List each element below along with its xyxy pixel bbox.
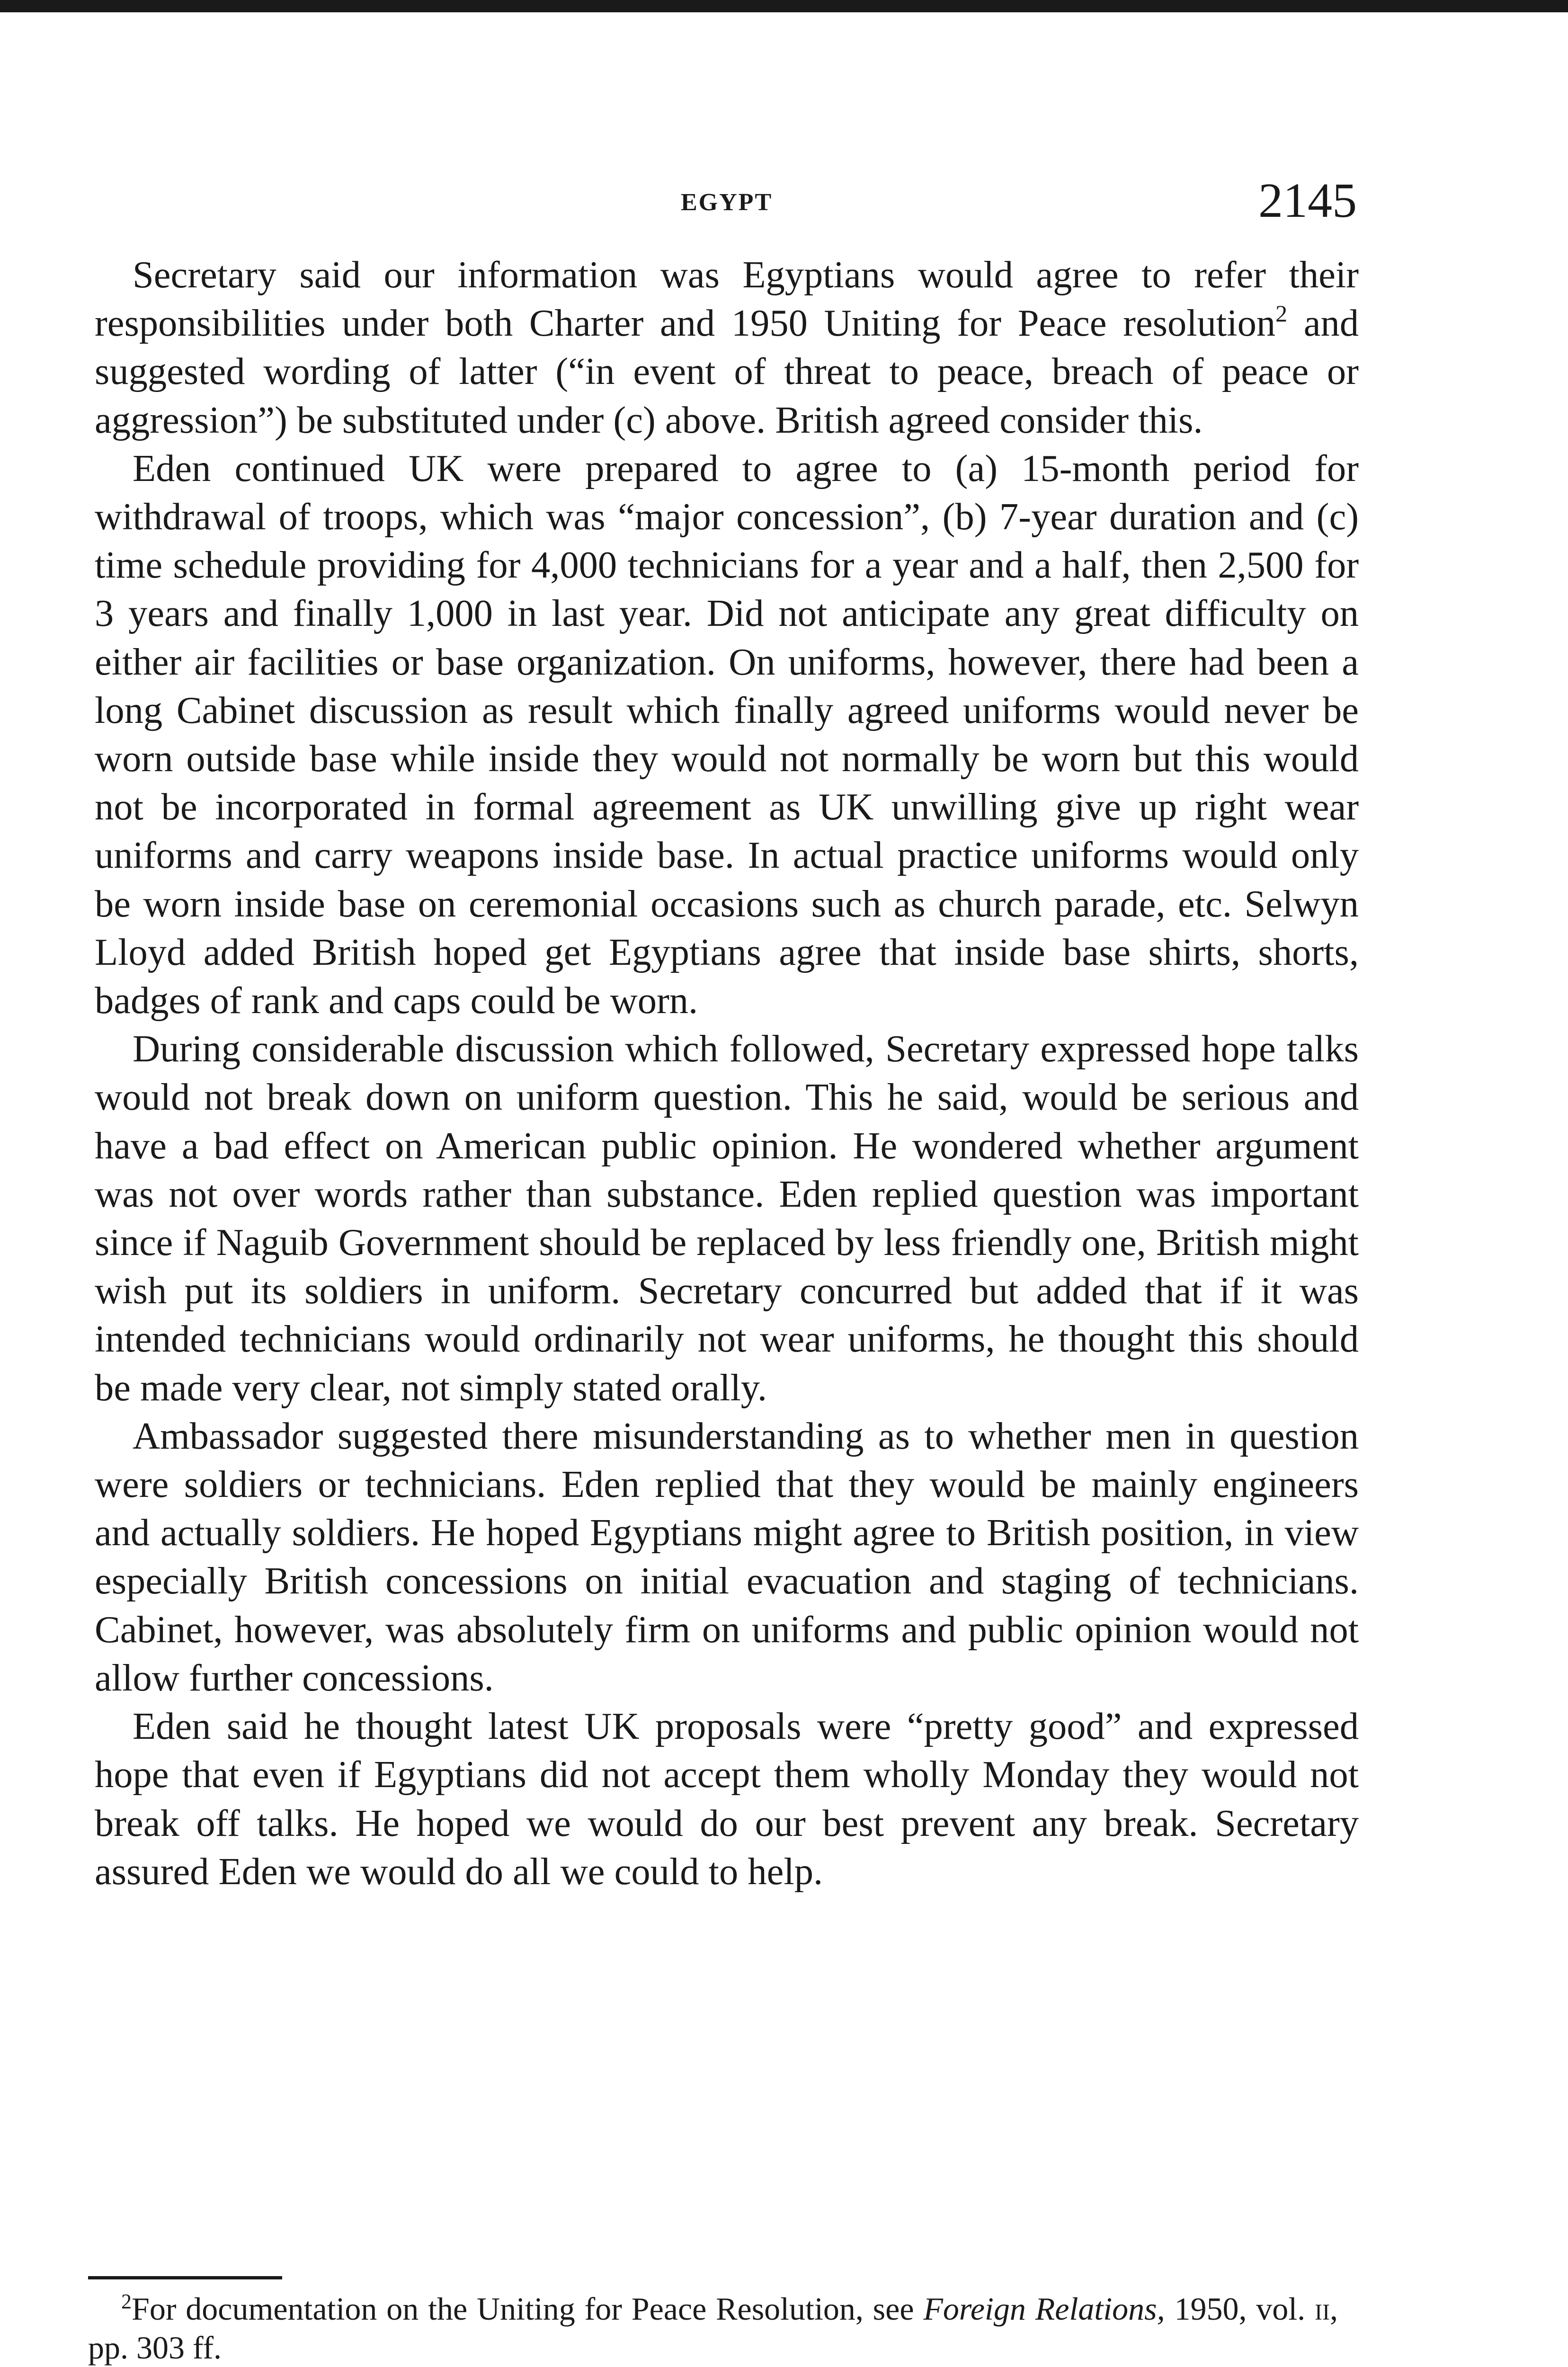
footnote-reference: 2: [1275, 300, 1288, 327]
footnote: [88, 2289, 1338, 2367]
paragraph-uniform-discussion: During considerable discussion which followed, Secretary expressed hope talks would not break down on uniform question. This he said, would be serious and have a bad effect on American public opinion. He wondered whether argument was not over words rather than substance. Eden replied question was important since if Naguib Government should be replaced by less friendly one, British might wish put its soldiers in uniform. Secretary concurred but added that if it was intended technicians would ordinarily not wear uniforms, he thought this should be made very clear, not simply stated orally.: [95, 1028, 1359, 1409]
footnote-volume: ii: [1315, 2291, 1330, 2327]
page-number: 2145: [1258, 173, 1357, 228]
section-title: EGYPT: [681, 189, 773, 216]
paragraph-eden-hope: Eden said he thought latest UK proposals were “pretty good” and expressed hope that even if Egyptians did not accept them wholly Monday they would not break off talks. He hoped we would do our best prevent any break. Secretary assured Eden we would do all we could to help.: [95, 1705, 1359, 1893]
footnote-separator: [88, 2276, 282, 2279]
paragraph-text: and suggested wording of latter (“in event of threat to peace, breach of peace or aggression”) be substituted under (c) above. British agreed consider this.: [95, 302, 1359, 441]
footnote-marker: 2: [121, 2290, 132, 2313]
paragraph-uniting-for-peace: [95, 251, 1359, 445]
footnote-text: For documentation on the Uniting for Peace Resolution, see: [132, 2291, 924, 2327]
top-edge-rule: [0, 0, 1568, 12]
footnote-publication: Foreign Relations,: [923, 2291, 1165, 2327]
running-head: [0, 169, 1568, 231]
body-text: [95, 251, 1359, 1896]
paragraph-ambassador: Ambassador suggested there misunderstanding as to whether men in question were soldiers or technicians. Eden replied that they would be mainly engineers and actually soldiers. He hoped Egyptians might agree to British position, in view especially British concessions on initial evacuation and staging of technicians. Cabinet, however, was absolutely firm on uniforms and public opinion would not allow further concessions.: [95, 1415, 1359, 1699]
footnote-year: 1950, vol.: [1165, 2291, 1315, 2327]
footnote-pages: , pp. 303 ff.: [88, 2291, 1338, 2366]
paragraph-text: Secretary said our information was Egyptians would agree to refer their responsibilities under both Charter and 1950 Uniting for Peace resolution: [95, 254, 1359, 345]
paragraph-uk-proposals: Eden continued UK were prepared to agree to (a) 15-month period for withdrawal of troops, which was “major concession”, (b) 7-year duration and (c) time schedule providing for 4,000 technicians for a year and a half, then 2,500 for 3 years and finally 1,000 in last year. Did not anticipate any great difficulty on either air facilities or base organization. On uniforms, however, there had been a long Cabinet discussion as result which finally agreed uniforms would never be worn outside base while inside they would not normally be worn but this would not be incorporated in formal agreement as UK unwilling give up right wear uniforms and carry weapons inside base. In actual practice uniforms would only be worn inside base on ceremonial occasions such as church parade, etc. Selwyn Lloyd added British hoped get Egyptians agree that inside base shirts, shorts, badges of rank and caps could be worn.: [95, 447, 1359, 1022]
